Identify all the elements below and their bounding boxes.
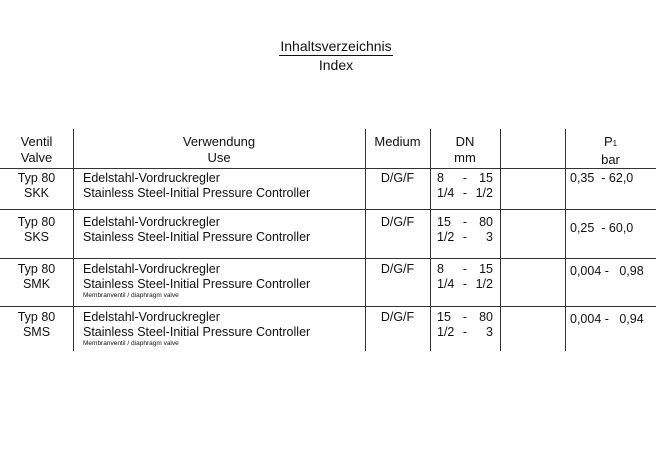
row-rule	[0, 209, 656, 210]
table-row-medium: D/G/F	[380, 215, 415, 229]
table-row-medium: D/G/F	[380, 171, 415, 185]
table-row-dn: 15 - 80 1/2 - 3	[437, 215, 493, 244]
title-line-german: Inhaltsverzeichnis	[280, 38, 392, 54]
table-row-use: Edelstahl-Vordruckregler Stainless Steel-Initial Pressure Controller Membranventil / diaphragm valve	[83, 310, 311, 347]
row-rule	[0, 258, 656, 259]
table-row-pressure: 0,25 - 60,0	[570, 221, 634, 235]
table-row-use: Edelstahl-Vordruckregler Stainless Steel-Initial Pressure Controller	[83, 215, 311, 244]
table-row-pressure: 0,004 - 0,94	[570, 312, 644, 326]
header-rule	[0, 168, 656, 169]
header-dn: DN mm	[454, 134, 476, 165]
diaphragm-note: Membranventil / diaphragm valve	[83, 340, 179, 347]
column-divider	[500, 129, 501, 351]
table-row-dn: 8 - 15 1/4 - 1/2	[437, 171, 493, 200]
row-rule	[0, 306, 656, 307]
header-ventil: Ventil Valve	[20, 134, 53, 165]
table-row-type: Typ 80 SKK	[17, 171, 56, 200]
table-row-pressure: 0,004 - 0,98	[570, 264, 644, 278]
header-medium: Medium	[374, 134, 421, 149]
header-verwendung: Verwendung Use	[182, 134, 256, 165]
table-row-medium: D/G/F	[380, 262, 415, 276]
table-row-use: Edelstahl-Vordruckregler Stainless Steel-Initial Pressure Controller Membranventil / diaphragm valve	[83, 262, 311, 299]
table-row-pressure: 0,35 - 62,0	[570, 171, 634, 185]
table-row-dn: 15 - 80 1/2 - 3	[437, 310, 493, 339]
table-row-type: Typ 80 SKS	[17, 215, 56, 244]
title-line-english: Index	[318, 57, 354, 73]
page-title	[0, 38, 656, 74]
table-row-medium: D/G/F	[380, 310, 415, 324]
table-row-dn: 8 - 15 1/4 - 1/2	[437, 262, 493, 291]
table-row-type: Typ 80 SMK	[17, 262, 56, 291]
table-row-use: Edelstahl-Vordruckregler Stainless Steel-Initial Pressure Controller	[83, 171, 311, 200]
header-pressure: P1 bar	[601, 134, 620, 167]
table-row-type: Typ 80 SMS	[17, 310, 56, 339]
diaphragm-note: Membranventil / diaphragm valve	[83, 292, 179, 299]
